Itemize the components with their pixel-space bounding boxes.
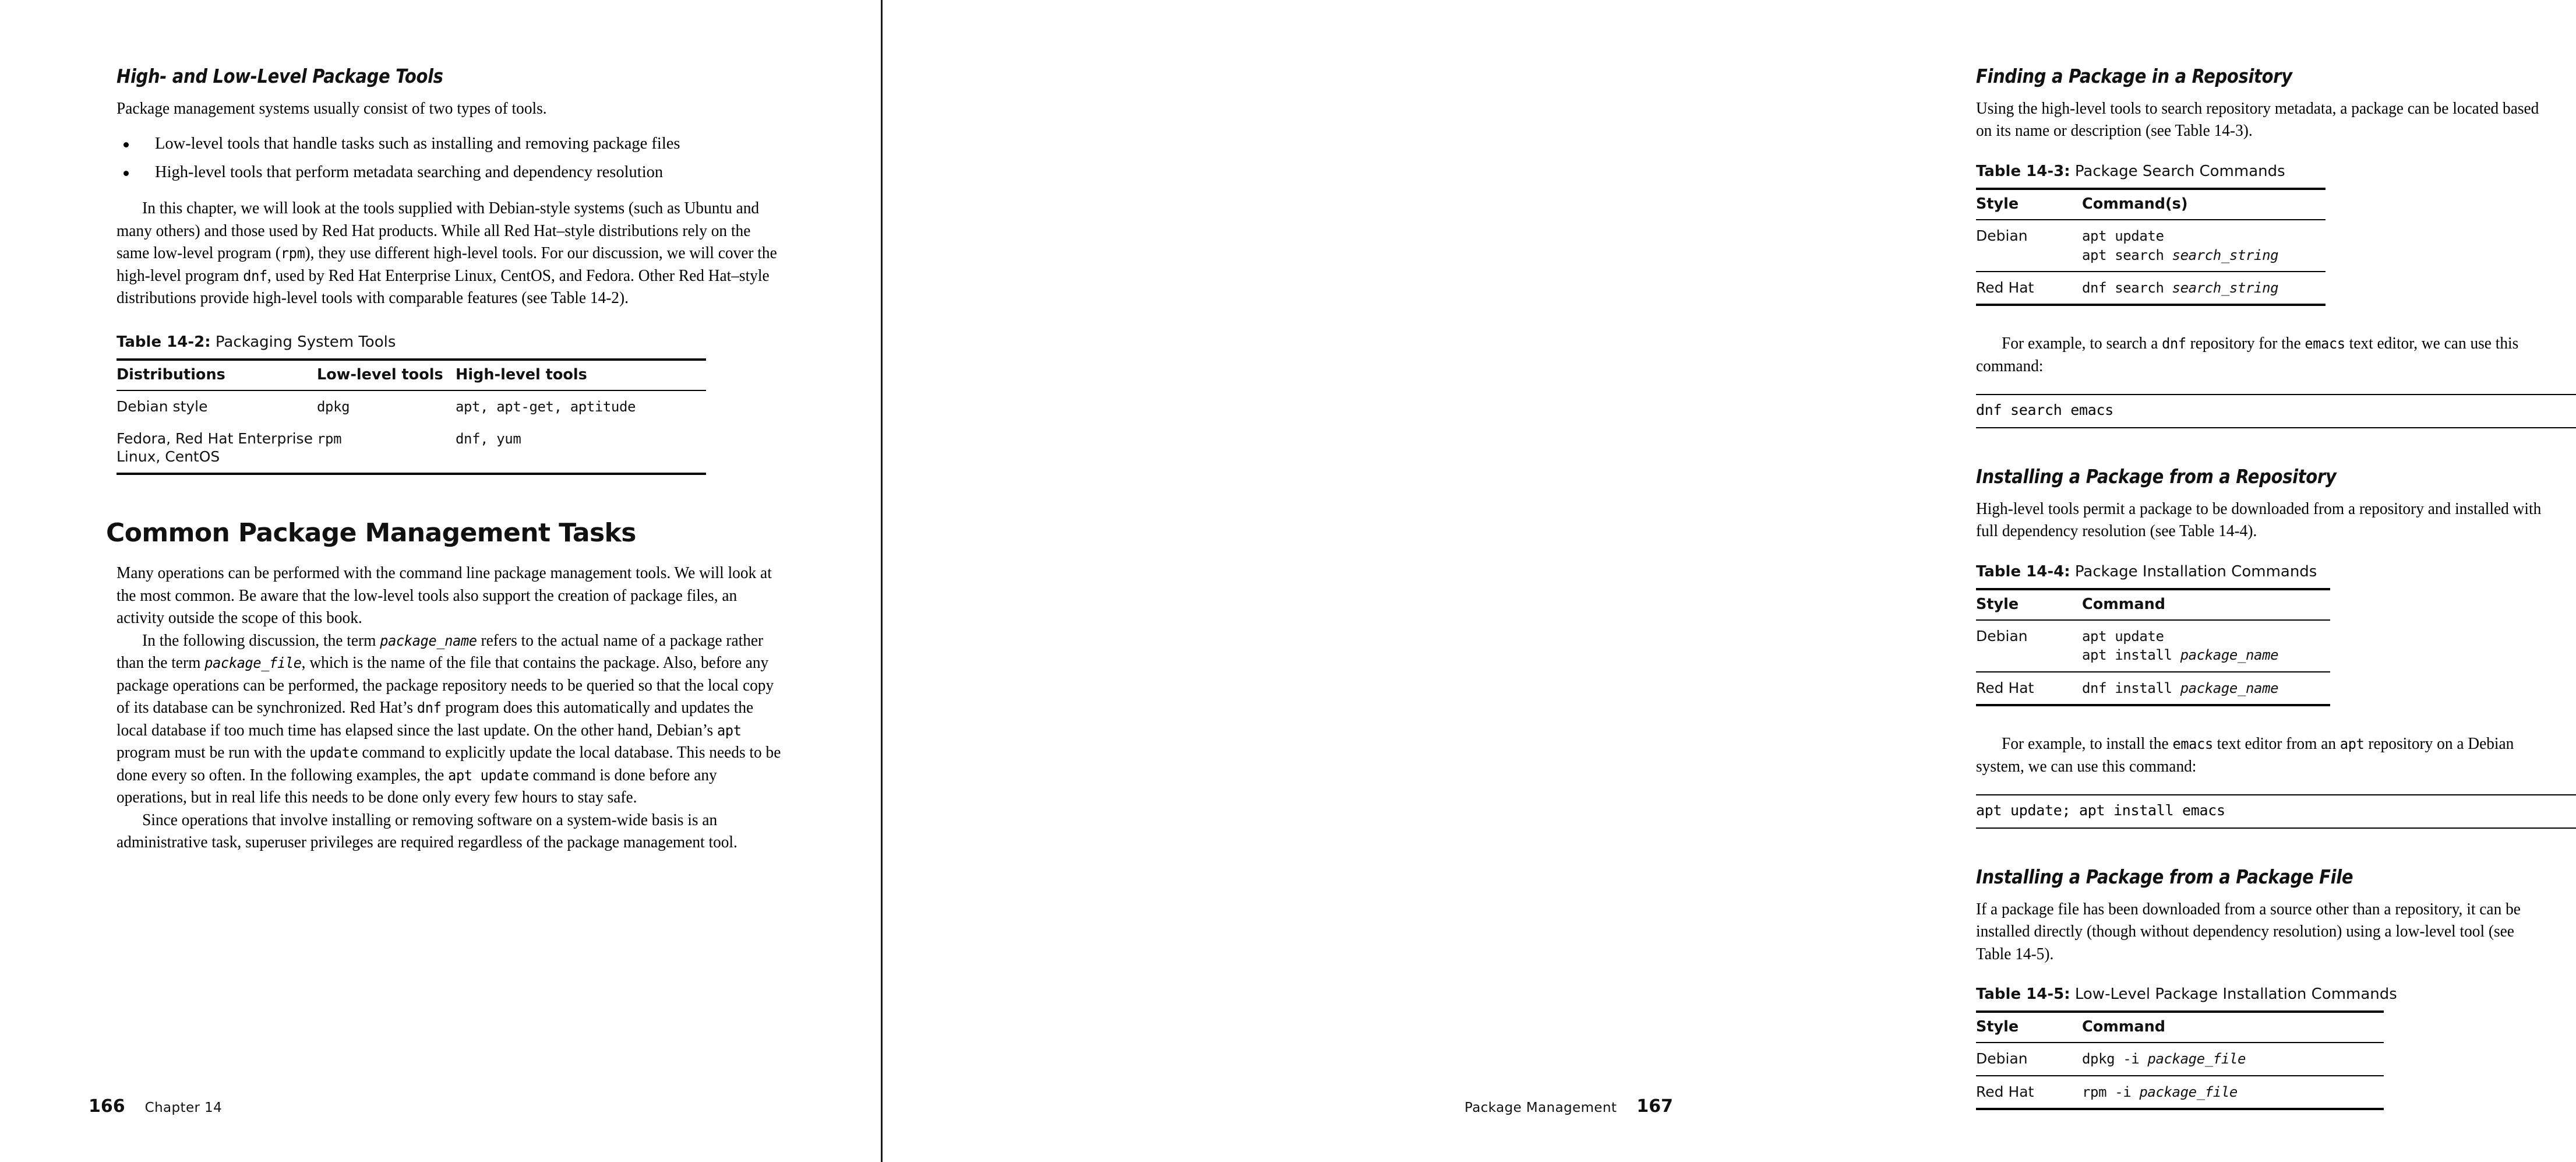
code-listing-apt-install [1976,794,2576,829]
table-row [1976,672,2330,705]
paragraph-many-operations: Many operations can be performed with the command line package management tools. We will look at the most common. Be aware that the low-level tools also support the creation of package files, an activity outside the scope of this book. [117,564,772,628]
heading-common-package-management-tasks: Common Package Management Tasks [106,518,636,548]
command-line [2082,279,2326,297]
para-text-part: text editor from an [2212,735,2340,753]
inline-code-emacs: emacs [2172,735,2213,753]
list-item [117,161,810,184]
column-header-style: Style [1976,589,2082,620]
cell-command [2082,220,2326,272]
cell-distribution: Fedora, Red Hat Enterprise Linux, CentOS [117,429,313,466]
cell-command [2082,672,2330,705]
column-header-command: Command [2082,1012,2384,1043]
inline-code-package-name: package_name [380,632,477,649]
table-row [1976,620,2330,672]
table-14-5-caption [1976,985,2576,1003]
para-text-part: In the following discussion, the term [142,631,380,650]
cell-style: Debian [1976,220,2082,272]
table-14-2-packaging-system-tools [117,358,706,475]
cell-style: Debian [1976,1043,2082,1075]
table-header-row [1976,1012,2384,1043]
command-text: apt update [2082,228,2164,245]
table-caption-text: Package Installation Commands [2074,562,2317,580]
paragraph-using-high-level-tools: Using the high-level tools to search repository metadata, a package can be located based on its name or description (see Table 14-3). [1976,99,2539,140]
bullet-dot-icon [123,171,129,176]
column-header-distributions: Distributions [117,360,317,390]
table-caption-number: Table 14-5: [1976,985,2070,1003]
cell-high-level-tools: apt, apt-get, aptitude [456,390,706,422]
command-placeholder: search_string [2172,279,2279,296]
table-bottom-rule-row [1976,1109,2384,1110]
running-head: Chapter 14 [144,1100,223,1115]
column-header-low-level-tools: Low-level tools [317,360,456,390]
page-number: 166 [89,1096,125,1117]
table-14-5-low-level-package-installation-commands [1976,1010,2384,1110]
heading-installing-a-package-from-a-repository: Installing a Package from a Repository [1976,464,2337,488]
list-item [117,133,810,156]
cell-high-level-tools: dnf, yum [456,430,521,447]
para-text-part: repository for the [2186,334,2305,353]
table-row [1976,272,2326,305]
cell-command [2082,1076,2384,1109]
table-caption-number: Table 14-2: [117,333,211,351]
cell-style: Red Hat [1976,272,2082,305]
bullet-list-tool-types [117,133,810,184]
footer-right [1465,1096,1673,1117]
table-header-row [117,360,706,390]
paragraph-if-a-package-file: If a package file has been downloaded from a source other than a repository, it can be installed directly (though without dependency resolution) using a low-level tool (see Table 14-5). [1976,900,2521,963]
column-header-commands: Command(s) [2082,189,2326,220]
cell-style: Red Hat [1976,1076,2082,1109]
inline-code-dnf: dnf [417,699,442,717]
heading-high-and-low-level-package-tools: High- and Low-Level Package Tools [117,65,443,87]
table-caption-text: Low-Level Package Installation Commands [2074,985,2397,1003]
cell-low-level-tool: dpkg [317,390,456,422]
inline-code-emacs: emacs [2305,335,2345,353]
command-text: dpkg -i [2082,1051,2148,1068]
paragraph-in-this-chapter [117,198,782,310]
cell-command [2082,620,2330,672]
para-text-part: ), they use different high-level tools. For our discussion, we will cover the high-level program [117,244,777,285]
command-placeholder: package_name [2180,679,2279,696]
para-text-part: program does this automatically and updates the local database if too much time has elapsed since the last update. On the other hand, Debian’s [117,699,754,740]
para-text-part: command is done before any operations, but in real life this needs to be done only every few hours to stay safe. [117,766,717,807]
column-header-style: Style [1976,1012,2082,1043]
command-placeholder: search_string [2172,247,2279,263]
table-14-4-package-installation-commands [1976,588,2330,706]
table-row [1976,1076,2384,1109]
table-14-3-package-search-commands [1976,188,2326,306]
page-left [0,0,881,1162]
command-line [2082,627,2330,646]
paragraph-terms [117,630,782,809]
cell-command [2082,272,2326,305]
table-caption-number: Table 14-4: [1976,562,2070,580]
column-header-style: Style [1976,189,2082,220]
table-header-row [1976,189,2326,220]
heading-installing-a-package-from-a-package-file: Installing a Package from a Package File [1976,865,2353,888]
table-row [1976,1043,2384,1075]
inline-code-update: update [309,744,358,762]
para-text-part: In this chapter, we will look at the tools supplied with Debian-style systems (such as Ubuntu and many others) and those used by Red Hat products. While all Red Hat–style distributions rely on the same low-level program ( [117,199,760,263]
inline-code-apt: apt [717,721,742,739]
para-text-part: refers to the actual name of a package rather than the term [117,631,764,672]
page-left-content [106,65,810,854]
command-text: dnf search [2082,279,2172,296]
code-line: apt update; apt install emacs [1976,802,2225,819]
para-text-part: program must be run with the [117,744,310,762]
cell-style: Debian [1976,620,2082,672]
table-14-3-caption [1976,163,2576,181]
list-item-label: Low-level tools that handle tasks such as installing and removing package files [155,135,680,153]
bullet-dot-icon [123,142,129,147]
paragraph-intro: Package management systems usually consist of two types of tools. [117,99,547,118]
para-text-part: For example, to install the [2002,735,2173,753]
inline-code-apt-update: apt update [448,766,529,784]
command-line [2082,1083,2384,1101]
table-row [117,423,706,474]
table-caption-text: Packaging System Tools [215,333,396,351]
cell-low-level-tool: rpm [317,430,342,447]
command-text: apt search [2082,247,2172,263]
running-head: Package Management [1465,1100,1617,1115]
cell-command [2082,1043,2384,1075]
table-14-4-caption [1976,563,2576,581]
paragraph-since-operations: Since operations that involve installing or removing software on a system-wide basis is an administrative task, superuser privileges are required regardless of the package management tool. [117,811,737,852]
inline-code-apt: apt [2339,735,2365,753]
command-text: rpm -i [2082,1083,2140,1100]
command-line [2082,679,2330,698]
paragraph-example-install [1976,733,2552,778]
command-text: dnf install [2082,679,2180,696]
table-row [1976,220,2326,272]
inline-code-dnf: dnf [243,267,267,284]
column-header-command: Command [2082,589,2330,620]
table-14-2-caption [117,333,810,351]
page-number: 167 [1636,1096,1673,1117]
command-line [2082,646,2330,664]
command-placeholder: package_name [2180,647,2279,664]
list-item-label: High-level tools that perform metadata searching and dependency resolution [155,163,664,181]
cell-distribution: Debian style [117,390,317,422]
paragraph-example-search [1976,333,2552,378]
inline-code-dnf: dnf [2162,335,2186,353]
command-line [2082,246,2326,265]
table-caption-text: Package Search Commands [2074,162,2285,180]
inline-code-rpm: rpm [280,245,305,262]
command-line [2082,1050,2384,1068]
table-caption-number: Table 14-3: [1976,162,2070,180]
command-text: apt install [2082,647,2180,664]
command-text: apt update [2082,628,2164,645]
command-placeholder: package_file [2147,1051,2246,1068]
para-text-part: , used by Red Hat Enterprise Linux, CentOS, and Fedora. Other Red Hat–style distributions provide high-level tools with comparable features (see Table 14-2). [117,266,770,308]
page-right [881,0,2542,1162]
cell-style: Red Hat [1976,672,2082,705]
para-text-part: text editor, we can use this command: [1976,334,2519,375]
paragraph-high-level-tools-permit: High-level tools permit a package to be downloaded from a repository and installed with full dependency resolution (see Table 14-4). [1976,499,2542,541]
para-text-part: For example, to search a [2002,334,2162,353]
para-text-part: repository on a Debian system, we can use this command: [1976,735,2514,776]
footer-left [89,1096,222,1117]
table-header-row [1976,589,2330,620]
para-text-part: command to explicitly update the local database. This needs to be done every so often. In the following examples, the [117,744,781,784]
heading-finding-a-package-in-a-repository: Finding a Package in a Repository [1976,65,2292,87]
inline-code-package-file: package_file [204,654,302,672]
code-listing-dnf-search [1976,394,2576,428]
table-row [117,390,706,422]
column-header-high-level-tools: High-level tools [456,360,706,390]
command-line [2082,227,2326,245]
code-line: dnf search emacs [1976,402,2114,419]
page-right-content [1976,65,2576,1110]
command-placeholder: package_file [2139,1083,2238,1100]
para-text-part: , which is the name of the file that contains the package. Also, before any package operations can be performed, the package repository needs to be queried so that the local copy of its database can be synchronized. Red Hat’s [117,654,774,717]
